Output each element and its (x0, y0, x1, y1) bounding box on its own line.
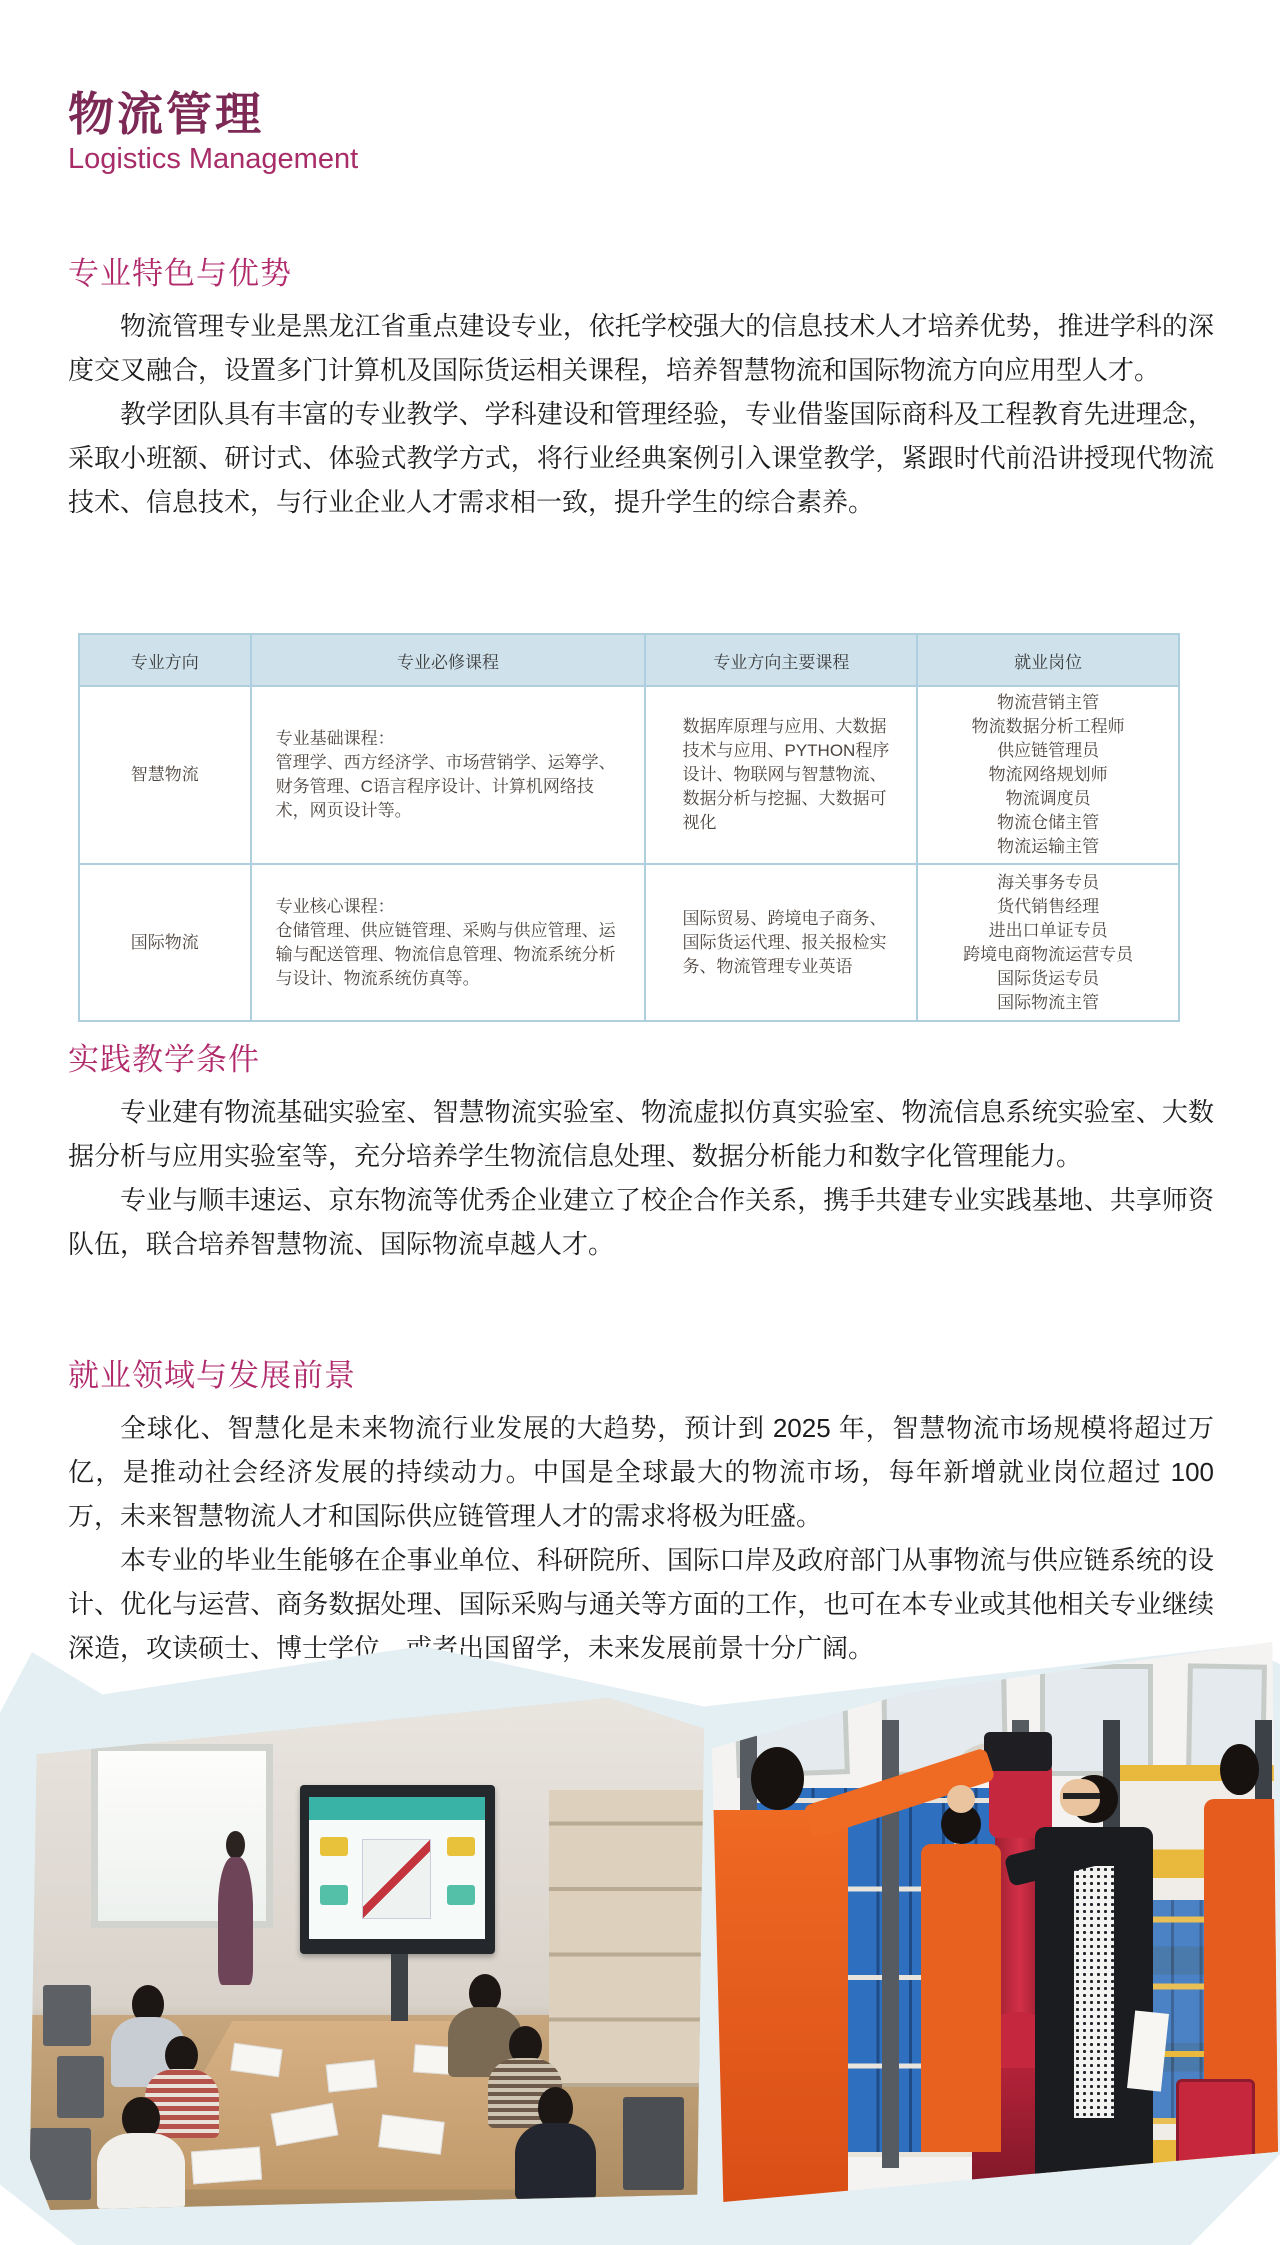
classroom-shelves (549, 1790, 704, 2087)
page-subtitle: Logistics Management (68, 143, 359, 175)
section-employment-heading: 就业领域与发展前景 (68, 1358, 356, 1393)
section-practice (68, 1042, 1214, 1266)
job-item: 物流营销主管 (997, 693, 1100, 712)
slide-graphic (362, 1839, 431, 1919)
cell-major-courses: 数据库原理与应用、大数据技术与应用、PYTHON程序设计、物联网与智慧物流、数据分析与挖掘、大数据可视化 (645, 686, 917, 864)
table-row-smart-logistics (79, 686, 1179, 864)
practice-paragraph-1: 专业建有物流基础实验室、智慧物流实验室、物流虚拟仿真实验室、物流信息系统实验室、大数据分析与应用实验室等，充分培养学生物流信息处理、数据分析能力和数字化管理能力。 (68, 1097, 1214, 1171)
slide-chip (320, 1885, 348, 1905)
cell-required-courses (251, 864, 646, 1021)
table-row-international-logistics (79, 864, 1179, 1021)
classroom-photo (30, 1698, 704, 2210)
employment-paragraph-2: 本专业的毕业生能够在企事业单位、科研院所、国际口岸及政府部门从事物流与供应链系统的设计、优化与运营、商务数据处理、国际采购与通关等方面的工作，也可在本专业或其他相关专业继续深造，攻读硕士、博士学位，或者出国留学，未来发展前景十分广阔。 (68, 1545, 1214, 1663)
chair (57, 2056, 104, 2117)
slide-chip (447, 1885, 475, 1905)
dotted-shirt (1074, 1866, 1114, 2118)
required-courses-body: 管理学、西方经济学、市场营销学、运筹学、财务管理、C语言程序设计、计算机网络技术，网页设计等。 (275, 753, 616, 820)
required-courses-title: 专业核心课程： (275, 896, 395, 916)
curriculum-table (78, 633, 1180, 1022)
cell-direction: 智慧物流 (79, 686, 251, 864)
job-item: 跨境电商物流运营专员 (963, 944, 1134, 964)
page-title: 物流管理 (68, 88, 264, 140)
robot-gripper (984, 1732, 1052, 1771)
student-figure (97, 2097, 185, 2210)
glasses (1063, 1793, 1100, 1799)
cell-direction: 国际物流 (79, 864, 251, 1021)
warehouse-window (1040, 1664, 1153, 1776)
section-employment (68, 1358, 1214, 1670)
job-item: 物流仓储主管 (997, 813, 1100, 832)
paper (325, 2059, 377, 2092)
job-item: 物流网络规划师 (988, 765, 1108, 784)
section-features-heading: 专业特色与优势 (68, 256, 292, 291)
cell-jobs (917, 864, 1179, 1021)
required-courses-body: 仓储管理、供应链管理、采购与供应管理、运输与配送管理、物流信息管理、物流系统分析与设计、物流系统仿真等。 (275, 920, 616, 988)
job-item: 进出口单证专员 (988, 920, 1108, 940)
job-item: 物流调度员 (1005, 789, 1091, 808)
job-item: 物流运输主管 (997, 837, 1100, 856)
student-figure (515, 2087, 596, 2200)
job-item: 国际物流主管 (997, 992, 1100, 1012)
student-orange-jacket (712, 1810, 848, 2202)
col-header-jobs: 就业岗位 (917, 634, 1179, 686)
warehouse-photo (712, 1642, 1278, 2202)
job-item: 供应链管理员 (997, 741, 1100, 760)
student-figure (921, 1844, 1000, 2152)
features-paragraph-1: 物流管理专业是黑龙江省重点建设专业，依托学校强大的信息技术人才培养优势，推进学科的深度交叉融合，设置多门计算机及国际货运相关课程，培养智慧物流和国际物流方向应用型人才。 (68, 311, 1214, 385)
presentation-screen (300, 1785, 495, 1954)
section-practice-heading: 实践教学条件 (68, 1042, 260, 1077)
paper (191, 2146, 263, 2183)
slide-chip (447, 1837, 475, 1857)
screen-stand (391, 1954, 409, 2031)
job-item: 国际货运专员 (997, 968, 1100, 988)
job-item: 物流数据分析工程师 (971, 717, 1125, 736)
teacher-figure (212, 1831, 259, 1985)
col-header-required-courses: 专业必修课程 (251, 634, 646, 686)
page-header (68, 88, 358, 176)
chair (623, 2097, 684, 2189)
job-item: 货代销售经理 (997, 896, 1100, 916)
slide (309, 1797, 485, 1939)
cell-major-courses: 国际贸易、跨境电子商务、国际货运代理、报关报检实务、物流管理专业英语 (645, 864, 917, 1021)
section-features (68, 256, 1214, 524)
col-header-major-courses: 专业方向主要课程 (645, 634, 917, 686)
face (947, 1785, 975, 1813)
cell-required-courses (251, 686, 646, 864)
photo-gallery (0, 1640, 1280, 2245)
table-header-row (79, 634, 1179, 686)
slide-chip (320, 1837, 348, 1857)
col-header-direction: 专业方向 (79, 634, 251, 686)
job-item: 海关事务专员 (997, 872, 1100, 892)
chair (43, 1985, 90, 2046)
practice-paragraph-2: 专业与顺丰速运、京东物流等优秀企业建立了校企合作关系，携手共建专业实践基地、共享师资队伍，联合培养智慧物流、国际物流卓越人才。 (68, 1185, 1214, 1259)
slide-title-bar (309, 1797, 485, 1820)
cell-jobs (917, 686, 1179, 864)
employment-paragraph-1: 全球化、智慧化是未来物流行业发展的大趋势，预计到 2025 年，智慧物流市场规模将超过万亿，是推动社会经济发展的持续动力。中国是全球最大的物流市场，每年新增就业岗位超过 100 万，未来智慧物流人才和国际供应链管理人才的需求将极为旺盛。 (68, 1413, 1214, 1531)
curriculum-table-wrap (78, 633, 1180, 1022)
features-paragraph-2: 教学团队具有丰富的专业教学、学科建设和管理经验，专业借鉴国际商科及工程教育先进理念，采取小班额、研讨式、体验式教学方式，将行业经典案例引入课堂教学，紧跟时代前沿讲授现代物流技术、信息技术，与行业企业人才需求相一致，提升学生的综合素养。 (68, 399, 1214, 517)
required-courses-title: 专业基础课程： (275, 729, 395, 748)
